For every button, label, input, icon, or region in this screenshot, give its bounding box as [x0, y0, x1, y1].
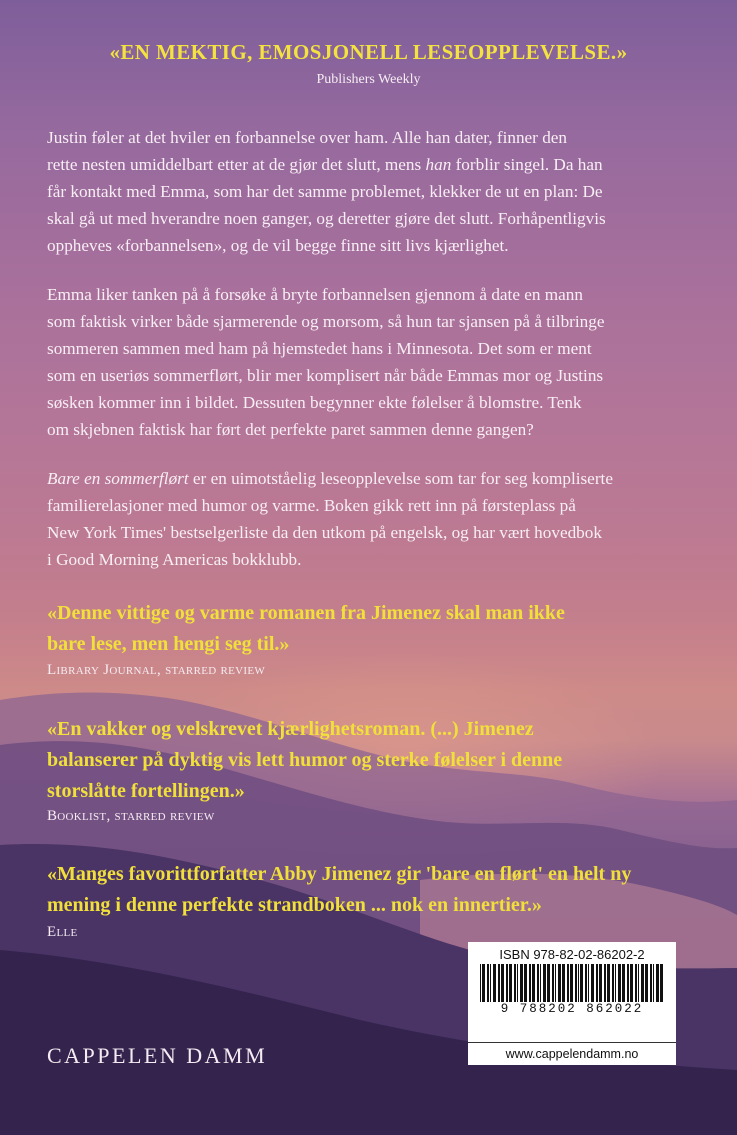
text-line: rette nesten umiddelbart etter at de gjør det slutt, mens han forblir singel. Da han — [47, 155, 603, 174]
text-line: får kontakt med Emma, som har det samme problemet, klekker de ut en plan: De — [47, 182, 603, 201]
text-line: sommeren sammen med ham på hjemstedet hans i Minnesota. Det som er ment — [47, 339, 592, 358]
text-line: om skjebnen faktisk har ført det perfekte paret sammen denne gangen? — [47, 420, 534, 439]
text-line: som en useriøs sommerflørt, blir mer komplisert når både Emmas mor og Justins — [47, 366, 604, 385]
synopsis-paragraph-1 — [47, 124, 697, 259]
quote-line: mening i denne perfekte strandboken ... nok en innertier.» — [47, 894, 542, 916]
synopsis-paragraph-3 — [47, 465, 697, 573]
text-line: i Good Morning Americas bokklubb. — [47, 550, 302, 569]
top-review-source: Publishers Weekly — [316, 72, 421, 87]
review-quote-1 — [47, 598, 697, 660]
text-line: som faktisk virker både sjarmerende og morsom, så hun tar sjansen på å tilbringe — [47, 312, 605, 331]
quote-line: bare lese, men hengi seg til.» — [47, 633, 290, 655]
barcode-digits: 9 788202 862022 — [468, 1002, 676, 1016]
text-line: oppheves «forbannelsen», og de vil begge finne sitt livs kjærlighet. — [47, 236, 509, 255]
synopsis-paragraph-2 — [47, 281, 697, 443]
review-quote-3 — [47, 859, 697, 921]
review-source-2: Booklist, starred review — [47, 808, 215, 824]
publisher-logo: CAPPELEN DAMM — [47, 1043, 268, 1068]
publisher-url: www.cappelendamm.no — [468, 1042, 676, 1065]
quote-line: storslåtte fortellingen.» — [47, 780, 245, 802]
review-quote-2 — [47, 714, 697, 807]
text-line: Emma liker tanken på å forsøke å bryte forbannelsen gjennom å date en mann — [47, 285, 583, 304]
text-line: familierelasjoner med humor og varme. Boken gikk rett inn på førsteplass på — [47, 496, 576, 515]
isbn-label: ISBN 978-82-02-86202-2 — [499, 947, 645, 962]
text-line: Justin føler at det hviler en forbannelse over ham. Alle han dater, finner den — [47, 128, 568, 147]
text-line: skal gå ut med hverandre noen ganger, og deretter gjøre det slutt. Forhåpentligvis — [47, 209, 606, 228]
quote-line: «En vakker og velskrevet kjærlighetsroman. (...) Jimenez — [47, 718, 534, 740]
review-source-3: Elle — [47, 924, 78, 940]
quote-line: «Denne vittige og varme romanen fra Jimenez skal man ikke — [47, 602, 565, 624]
text-line: Bare en sommerflørt er en uimotståelig leseopplevelse som tar for seg kompliserte — [47, 469, 613, 488]
isbn-barcode — [468, 942, 676, 1042]
quote-line: «Manges favorittforfatter Abby Jimenez gir 'bare en flørt' en helt ny — [47, 863, 632, 885]
quote-line: balanserer på dyktig vis lett humor og sterke følelser i denne — [47, 749, 563, 771]
text-line: søsken kommer inn i bildet. Dessuten begynner ekte følelser å blomstre. Tenk — [47, 393, 582, 412]
top-review-quote: «EN MEKTIG, EMOSJONELL LESEOPPLEVELSE.» — [109, 40, 628, 64]
review-source-1: Library Journal, starred review — [47, 662, 266, 678]
text-line: New York Times' bestselgerliste da den utkom på engelsk, og har vært hovedbok — [47, 523, 602, 542]
book-title: Bare en sommerflørt — [47, 469, 189, 488]
